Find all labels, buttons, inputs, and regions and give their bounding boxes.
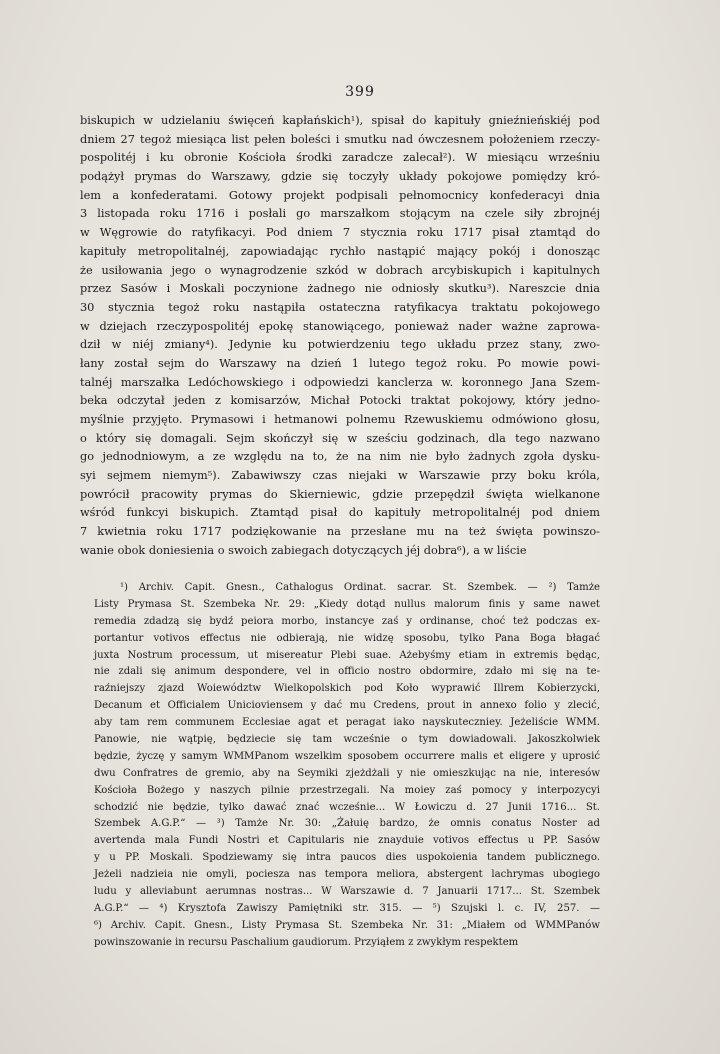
text-line: myślnie przyjęto. Prymasowi i hetmanowi polnemu Rzewuskiemu odmówiono głosu, [80,413,600,426]
footnote-line: schodzić nie będzie, tylko dawać znać wcześnie... W Łowiczu d. 27 Junii 1716... St. [94,801,600,813]
page-number: 399 [345,84,375,100]
footnotes [94,580,600,952]
main-text [80,112,600,561]
footnote-line: remedia zdadzą się bydź peiora morbo, instancye zaś y ordinanse, choć też podczas ex- [94,615,600,627]
text-line: pospolitéj i ku obronie Kościoła środki zaradcze zalecał²). W miesiącu wrześniu [80,151,600,165]
footnote-line: dwu Confratres de gremio, aby na Seymiki zjeżdżali y nie omieszkując na nie, interesów [94,767,600,779]
text-line: dniem 27 tegoż miesiąca list pełen boleści i smutku nad ówczesnem położeniem rzeczy- [80,132,600,146]
footnote-line: A.G.P.“ — ⁴) Krysztofa Zawiszy Pamiętniki str. 315. — ⁵) Szujski l. c. IV, 257. — [94,902,600,914]
footnote-line: Kościoła Bożego y naszych pilnie przestrzegali. Na moiey zaś pomocy y interpozycyi [94,784,600,796]
text-line: go jednodniowym, a ze względu na to, że na nim nie było żadnych zgoła dysku- [80,450,600,464]
text-line: podążył prymas do Warszawy, gdzie się toczyły układy pokojowe pomiędzy kró- [80,170,600,184]
footnote-line: raźniejszy zjazd Woiewództw Wielkopolskich pod Koło wyprawić Illrem Kobierzycki, [94,683,600,695]
footnote-line: juxta Nostrum processum, ut misereatur Plebi suae. Ażebyśmy etiam in extremis będąc, [94,649,600,661]
footnote-line: Decanum et Officialem Unicioviensem y dać mu Credens, prout in annexo folio y zlecić, [94,700,600,712]
footnote-line: avertenda mala Fundi Nostri et Capitularis nie znayduie votivos effectus u PP. Sasów [94,835,600,847]
text-line: przez Sasów i Moskali poczynione żadnego nie odniosły skutku³). Nareszcie dnia [80,282,600,296]
text-line: 3 listopada roku 1716 i posłali go marszałkom stojącym na czele siły zbrojnéj [80,207,600,221]
text-line: syi sejmem niemym⁵). Zabawiwszy czas niejaki w Warszawie przy boku króla, [80,469,600,483]
footnote-line: Szembek A.G.P.“ — ³) Tamże Nr. 30: „Żałuię bardzo, że omnis conatus Noster ad [94,818,600,830]
text-line: beka odczytał jeden z komisarzów, Michał Potocki traktat pokojowy, który jedno- [80,394,600,408]
footnote-line: Listy Prymasa St. Szembeka Nr. 29: „Kiedy dotąd nullus malorum finis y same nawet [94,598,600,610]
text-line: kapituły metropolitalnéj, zapowiadając rychło nastąpić mający pokój i donosząc [80,244,600,258]
text-line: że usiłowania jego o wynagrodzenie szkód w dobrach arcybiskupich i kapitulnych [80,263,600,277]
text-line: w Węgrowie do ratyfikacyi. Pod dniem 7 stycznia roku 1717 pisał ztamtąd do [80,226,600,240]
footnote-line: nie zdali się animum despondere, vel in officio nostro obdormire, zdało mi się na te- [94,666,600,678]
text-line: 7 kwietnia roku 1717 podziękowanie na przesłane mu na też święta powinszo- [80,525,600,539]
footnote-line: Panowie, nie wątpię, będziecie się tam wcześnie o tym dowiadowali. Jakoszkolwiek [94,734,600,746]
text-line: łany został sejm do Warszawy na dzień 1 lutego tegoż roku. Po mowie powi- [80,356,600,370]
footnote-line: ludu y alleviabunt aerumnas nostras... W Warszawie d. 7 Januarii 1717... St. Szembek [94,886,600,898]
text-line: biskupich w udzielaniu święceń kapłańskich¹), spisał do kapituły gnieźnieńskiéj pod [80,114,600,127]
footnote-line: portantur votivos effectus nie odbierają, nie widzę sposobu, tylko Pana Boga błagać [94,632,600,644]
text-line: o który się domagali. Sejm skończył się w sześciu godzinach, dla tego nazwano [80,431,600,445]
footnote-line: y u PP. Moskali. Spodziewamy się intra paucos dies uspokoienia tandem publicznego. [94,852,600,864]
text-line: wanie obok doniesienia o swoich zabiegach dotyczących jéj dobra⁶), a w liście [80,543,527,557]
footnote-line: ¹) Archiv. Capit. Gnesn., Cathalogus Ordinat. sacrar. St. Szembek. — ²) Tamże [120,582,600,593]
text-line: wśród funkcyi biskupich. Ztamtąd pisał do kapituły metropolitalnéj pod dniem [80,506,600,520]
footnote-line: aby tam rem communem Ecclesiae agat et peragat iako nayskuteczniey. Jeżeliście WMM. [94,717,600,729]
text-line: lem a konfederatami. Gotowy projekt podpisali pełnomocnicy konfederacyi dnia [80,188,600,202]
footnote-line: ⁶) Archiv. Capit. Gnesn., Listy Prymasa St. Szembeka Nr. 31: „Miałem od WMMPanów [94,919,600,931]
footnote-line: Jeżeli nadzieia nie omyli, pociesza nas tempora meliora, abstergent lachrymas ubogiego [94,869,600,881]
footnote-line: powinszowanie in recursu Paschalium gaudiorum. Przyiąłem z zwykłym respektem [94,936,519,948]
text-line: dził w niéj zmiany⁴). Jedynie ku potwierdzeniu tego układu przez stany, zwo- [80,338,600,352]
text-line: powrócił pracowity prymas do Skierniewic, gdzie przepędził święta wielkanone [80,487,600,501]
text-line: w dziejach rzeczypospolitéj epokę stanowiącego, ponieważ nader ważne zaprowa- [80,319,600,333]
text-line: talnéj marszałka Ledóchowskiego i odpowiedzi kanclerza w. koronnego Jana Szem- [80,375,600,389]
text-line: 30 stycznia tegoż roku nastąpiła ostateczna ratyfikacya traktatu pokojowego [80,300,600,314]
footnote-line: będzie, życzę y samym WMMPanom wszelkim sposobem occurrere malis et eligere y uprosić [94,750,600,762]
